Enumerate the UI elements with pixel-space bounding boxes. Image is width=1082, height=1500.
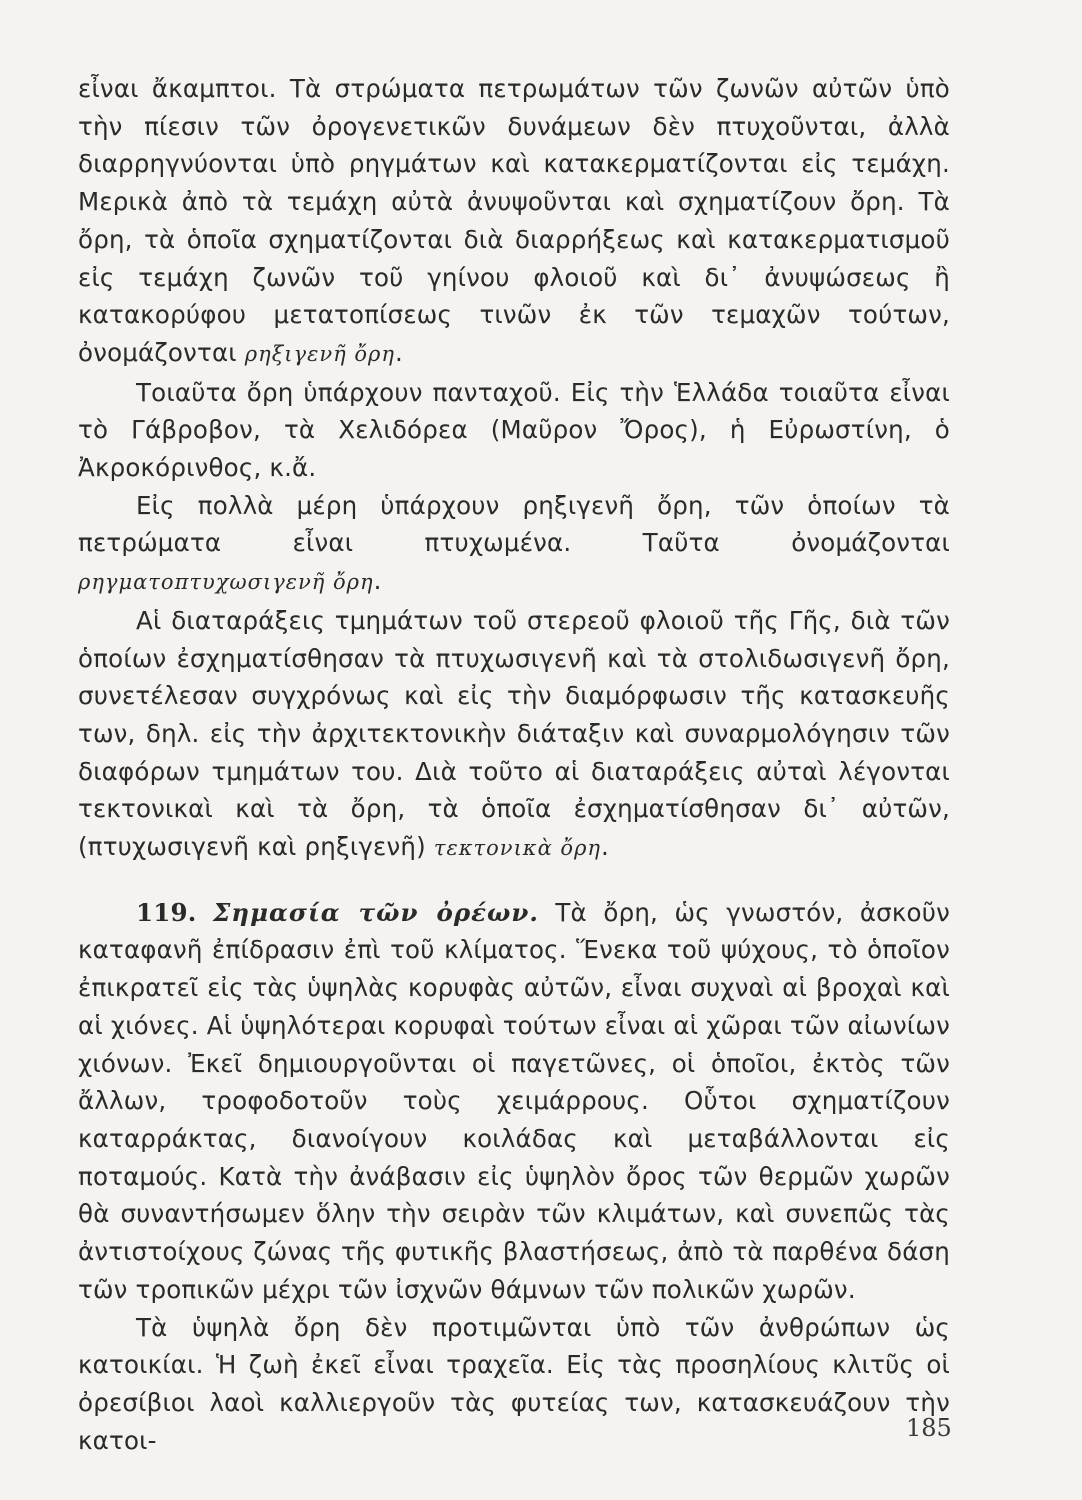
paragraph-text: Τὰ ὑψηλὰ ὄρη δὲν προτιμῶνται ὑπὸ τῶν ἀνθρώπων ὡς κατοικίαι. Ἡ ζωὴ ἐκεῖ εἶναι τραχεῖα. Εἰς τὰς προσηλίους κλιτῦς οἱ ὀρεσίβιοι λαοὶ καλλιεργοῦν τὰς φυτείας των, κατασκευάζουν τὴν κατοι- xyxy=(78,1312,950,1455)
term-folded-rift-mountains: ρηγματοπτυχωσιγενῆ ὄρη xyxy=(78,570,374,595)
term-rift-mountains: ρηξιγενῆ ὄρη xyxy=(244,341,395,366)
page-body xyxy=(78,70,950,1459)
section-body: Τὰ ὄρη, ὡς γνωστόν, ἀσκοῦν καταφανῆ ἐπίδρασιν ἐπὶ τοῦ κλίματος. Ἕνεκα τοῦ ψύχους, τὸ ὁποῖον ἐπικρατεῖ εἰς τὰς ὑψηλὰς κορυφὰς αὐτῶν, εἶναι συχναὶ αἱ βροχαὶ καὶ αἱ χιόνες. Αἱ ὑψηλότεραι κορυφαὶ τούτων εἶναι αἱ χῶραι τῶν αἰωνίων χιόνων. Ἐκεῖ δημιουργοῦνται οἱ παγετῶνες, οἱ ὁποῖοι, ἐκτὸς τῶν ἄλλων, τροφοδοτοῦν τοὺς χειμάρρους. Οὗτοι σχηματίζουν καταρράκτας, διανοίγουν κοιλάδας καὶ μεταβάλλονται εἰς ποταμούς. Κατὰ τὴν ἀνάβασιν εἰς ὑψηλὸν ὄρος τῶν θερμῶν χωρῶν θὰ συναντήσωμεν ὅλην τὴν σειρὰν τῶν κλιμάτων, καὶ συνεπῶς τὰς ἀντιστοίχους ζώνας τῆς φυτικῆς βλαστήσεως, ἀπὸ τὰ παρθένα δάση τῶν τροπικῶν μέχρι τῶν ἰσχνῶν θάμνων τῶν πολικῶν χωρῶν. xyxy=(78,897,950,1304)
section-119 xyxy=(78,894,950,1309)
page-number: 185 xyxy=(906,1414,952,1442)
paragraph-tectonic xyxy=(78,602,950,868)
paragraph-text: Τοιαῦτα ὄρη ὑπάρχουν πανταχοῦ. Εἰς τὴν Ἑλλάδα τοιαῦτα εἶναι τὸ Γάβροβον, τὰ Χελιδόρεα (Μαῦρον Ὄρος), ἡ Εὐρωστίνη, ὁ Ἀκροκόρινθος, κ.ἄ. xyxy=(78,377,950,483)
paragraph-text: Εἰς πολλὰ μέρη ὑπάρχουν ρηξιγενῆ ὄρη, τῶν ὁποίων τὰ πετρώματα εἶναι πτυχωμένα. Ταῦτα ὀνομάζονται xyxy=(78,490,950,558)
paragraph-folded-rift xyxy=(78,487,950,602)
paragraph-text: εἶναι ἄκαμπτοι. Τὰ στρώματα πετρωμάτων τῶν ζωνῶν αὐτῶν ὑπὸ τὴν πίεσιν τῶν ὀρογενετικῶν δυνάμεων δὲν πτυχοῦνται, ἀλλὰ διαρρηγνύονται ὑπὸ ρηγμάτων καὶ κατακερματίζονται εἰς τεμάχη. Μερικὰ ἀπὸ τὰ τεμάχη αὐτὰ ἀνυψοῦνται καὶ σχηματίζουν ὄρη. Τὰ ὄρη, τὰ ὁποῖα σχηματίζονται διὰ διαρρήξεως καὶ κατακερματισμοῦ εἰς τεμάχη ζωνῶν τοῦ γηίνου φλοιοῦ καὶ δι᾽ ἀνυψώσεως ἢ κατακορύφου μετατοπίσεως τινῶν ἐκ τῶν τεμαχῶν τούτων, ὀνομάζονται xyxy=(78,74,950,367)
term-tectonic-mountains: τεκτονικὰ ὄρη xyxy=(433,836,602,861)
period: . xyxy=(394,337,403,367)
paragraph-text: Αἱ διαταράξεις τμημάτων τοῦ στερεοῦ φλοιοῦ τῆς Γῆς, διὰ τῶν ὁποίων ἐσχηματίσθησαν τὰ πτυχωσιγενῆ καὶ τὰ στολιδωσιγενῆ ὄρη, συνετέλεσαν συγχρόνως καὶ εἰς τὴν διαμόρφωσιν τῆς κατασκευῆς των, δηλ. εἰς τὴν ἀρχιτεκτονικὴν διάταξιν καὶ συναρμολόγησιν τῶν διαφόρων τμημάτων του. Διὰ τοῦτο αἱ διαταράξεις αὐταὶ λέγονται τεκτονικαὶ καὶ τὰ ὄρη, τὰ ὁποῖα ἐσχηματίσθησαν δι᾽ αὐτῶν, (πτυχωσιγενῆ καὶ ρηξιγενῆ) xyxy=(78,605,950,862)
paragraph-breaking-mountains xyxy=(78,70,950,374)
period: . xyxy=(601,832,610,862)
paragraph-examples xyxy=(78,374,950,487)
paragraph-habitation xyxy=(78,1309,950,1460)
section-number: 119. xyxy=(136,897,197,927)
section-title: Σημασία τῶν ὀρέων. xyxy=(212,897,539,927)
period: . xyxy=(373,566,382,596)
section-gap xyxy=(78,868,950,894)
